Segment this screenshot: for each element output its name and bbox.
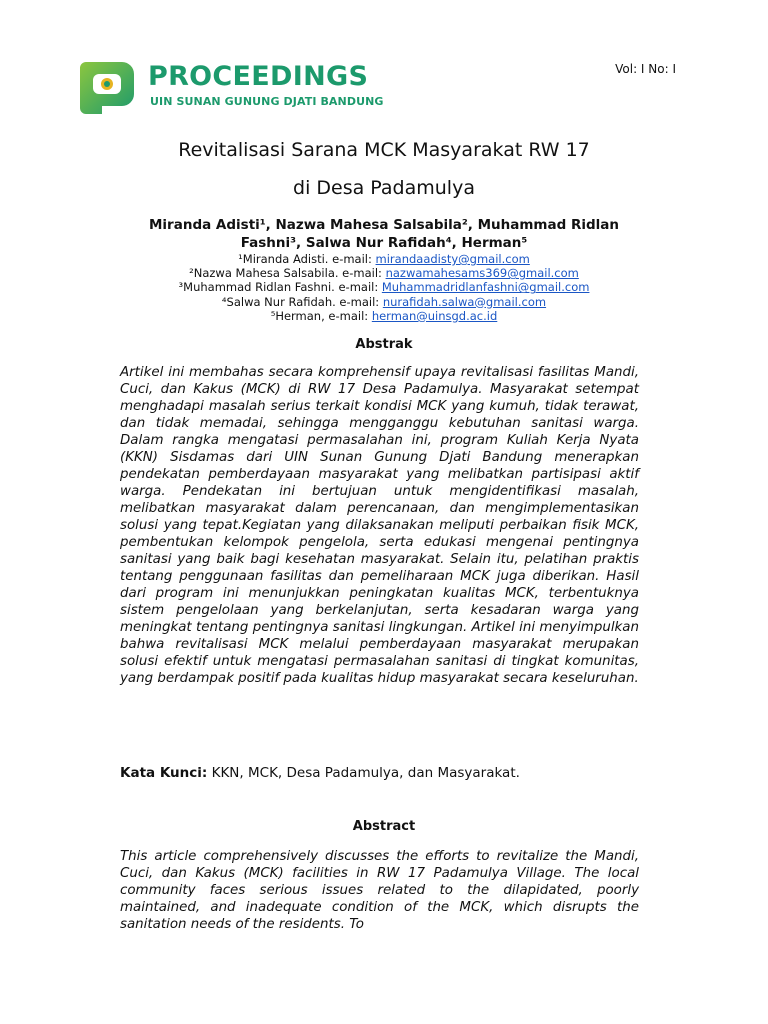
affiliation-5-label: ⁵Herman, e-mail: <box>270 308 372 323</box>
authors-line1: Miranda Adisti¹, Nazwa Mahesa Salsabila², Muhammad Ridlan <box>149 217 619 233</box>
keywords <box>120 765 520 781</box>
affiliation-4 <box>100 295 668 309</box>
keywords-label: Kata Kunci: <box>120 765 208 781</box>
proceedings-logo-icon <box>80 62 134 114</box>
abstract-heading: Abstract <box>352 819 416 834</box>
affiliation-4-label: ⁴Salwa Nur Rafidah. e-mail: <box>221 294 383 309</box>
paper-title-line2: di Desa Padamulya <box>293 177 475 199</box>
affiliation-2 <box>100 266 668 280</box>
affiliation-5 <box>100 309 668 323</box>
abstract-body: This article comprehensively discusses the efforts to revitalize the Mandi, Cuci, dan Kakus (MCK) facilities in RW 17 Padamulya Village. The local community faces serious issues related to the dilapidated, poorly maintained, and inadequate condition of the MCK, which disrupts the sanitation needs of the residents. To <box>120 849 639 932</box>
email-link-1[interactable]: mirandaadisty@gmail.com <box>375 252 530 266</box>
volume-label: Vol: I No: I <box>615 62 676 76</box>
authors-line2: Fashni³, Salwa Nur Rafidah⁴, Herman⁵ <box>240 235 528 251</box>
affiliation-1 <box>100 252 668 266</box>
abstrak-heading: Abstrak <box>355 337 413 352</box>
journal-header <box>80 60 680 116</box>
affiliation-3 <box>100 280 668 294</box>
email-link-4[interactable]: nurafidah.salwa@gmail.com <box>382 294 547 309</box>
email-link-5[interactable]: herman@uinsgd.ac.id <box>371 308 498 323</box>
author-list <box>100 216 668 252</box>
keywords-text: KKN, MCK, Desa Padamulya, dan Masyarakat. <box>207 765 520 781</box>
affiliation-list <box>100 252 668 323</box>
email-link-3[interactable]: Muhammadridlanfashni@gmail.com <box>381 280 590 295</box>
paper-title-line1: Revitalisasi Sarana MCK Masyarakat RW 17 <box>178 139 590 161</box>
affiliation-3-label: ³Muhammad Ridlan Fashni. e-mail: <box>178 280 382 295</box>
email-link-2[interactable]: nazwamahesams369@gmail.com <box>385 266 579 281</box>
affiliation-2-label: ²Nazwa Mahesa Salsabila. e-mail: <box>189 266 386 281</box>
logo-subtitle: UIN SUNAN GUNUNG DJATI BANDUNG <box>150 95 384 108</box>
affiliation-1-label: ¹Miranda Adisti. e-mail: <box>238 252 376 266</box>
abstrak-body: Artikel ini membahas secara komprehensif upaya revitalisasi fasilitas Mandi, Cuci, dan Kakus (MCK) di RW 17 Desa Padamulya. Masyarakat setempat menghadapi masalah serius terkait kondisi MCK yang kumuh, tidak terawat, dan tidak memadai, sehingga mengganggu kebutuhan sanitasi warga. Dalam rangka mengatasi permasalahan ini, program Kuliah Kerja Nyata (KKN) Sisdamas dari UIN Sunan Gunung Djati Bandung menerapkan pendekatan pemberdayaan masyarakat yang melibatkan partisipasi aktif warga. Pendekatan ini bertujuan untuk mengidentifikasi masalah, melibatkan masyarakat dalam perencanaan, dan mengimplementasikan solusi yang tepat.Kegiatan yang dilaksanakan meliputi perbaikan fisik MCK, pembentukan kelompok pengelola, serta edukasi mengenai pentingnya sanitasi yang baik bagi kesehatan masyarakat. Selain itu, pelatihan praktis tentang penggunaan fasilitas dan pemeliharaan MCK juga diberikan. Hasil dari program ini menunjukkan peningkatan kualitas MCK, terbentuknya sistem pengelolaan yang berkelanjutan, serta kesadaran warga yang meningkat tentang pentingnya sanitasi lingkungan. Artikel ini menyimpulkan bahwa revitalisasi MCK melalui pemberdayaan masyarakat merupakan solusi efektif untuk mengatasi permasalahan sanitasi di tingkat komunitas, yang berdampak positif pada kualitas hidup masyarakat secara keseluruhan. <box>120 365 639 686</box>
logo-title: PROCEEDINGS <box>148 61 369 92</box>
